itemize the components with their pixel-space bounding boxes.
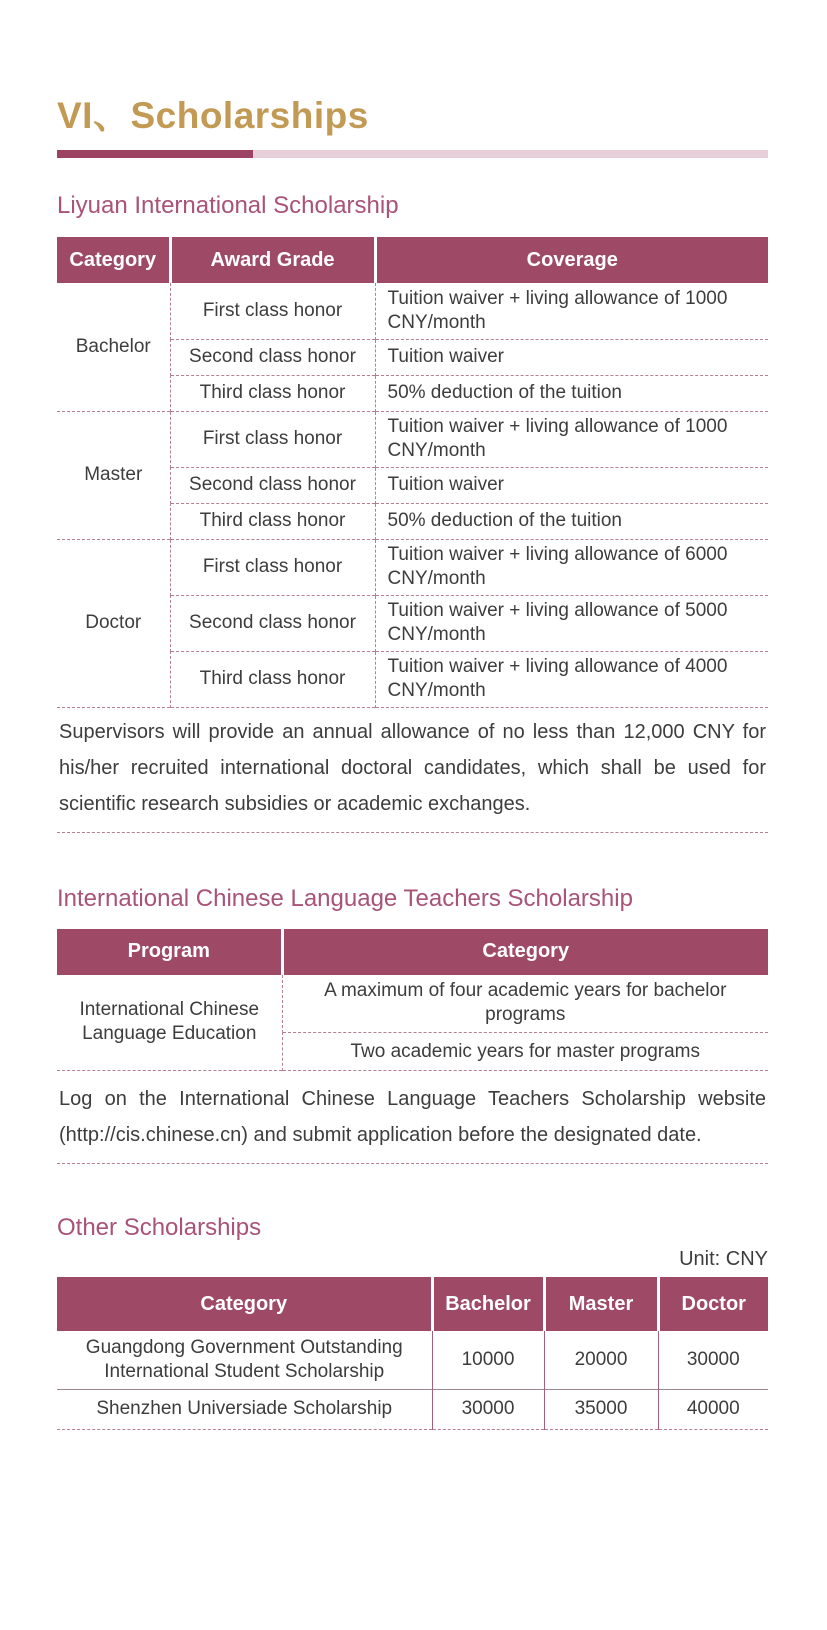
coverage-cell: 50% deduction of the tuition [375, 375, 768, 411]
table-row [57, 1331, 768, 1389]
table-row [57, 1389, 768, 1429]
table-header-row [57, 929, 768, 975]
coverage-cell: Tuition waiver + living allowance of 1000 CNY/month [387, 287, 728, 333]
application-website-note: Log on the International Chinese Language Teachers Scholarship website (http://cis.chinese.cn) and submit application before the designated date. [57, 1071, 768, 1164]
coverage-cell: Tuition waiver + living allowance of 1000 CNY/month [375, 411, 768, 467]
award-grade-cell: First class honor [170, 283, 375, 339]
category-cell-doctor: Doctor [57, 539, 170, 707]
column-header-program: Program [57, 929, 282, 975]
award-grade-cell: Third class honor [170, 375, 375, 411]
doctor-amount-cell: 30000 [658, 1331, 768, 1389]
column-header-category: Category [57, 237, 170, 283]
category-cell-bachelor: Bachelor [57, 283, 170, 411]
category-cell: Two academic years for master programs [282, 1033, 768, 1071]
category-cell-master: Master [57, 411, 170, 539]
program-cell: International Chinese Language Education [57, 975, 282, 1071]
award-grade-cell: Second class honor [170, 339, 375, 375]
award-grade-cell: Second class honor [170, 595, 375, 651]
table-header-row [57, 237, 768, 283]
doctor-amount-cell: 40000 [658, 1389, 768, 1429]
column-header-doctor: Doctor [658, 1277, 768, 1331]
table-row [57, 539, 768, 595]
column-header-bachelor: Bachelor [432, 1277, 544, 1331]
coverage-cell: 50% deduction of the tuition [375, 503, 768, 539]
column-header-master: Master [544, 1277, 658, 1331]
column-header-category: Category [57, 1277, 432, 1331]
title-divider-accent [57, 150, 253, 158]
award-grade-cell: First class honor [170, 539, 375, 595]
award-grade-cell: Third class honor [170, 503, 375, 539]
page-content [57, 95, 768, 1430]
column-header-coverage: Coverage [375, 237, 768, 283]
master-amount-cell: 35000 [544, 1389, 658, 1429]
coverage-cell: Tuition waiver [375, 339, 768, 375]
bachelor-amount-cell: 30000 [432, 1389, 544, 1429]
coverage-cell: Tuition waiver + living allowance of 6000 CNY/month [375, 539, 768, 595]
table-row [57, 975, 768, 1033]
scholarship-name-cell: Guangdong Government Outstanding International Student Scholarship [85, 1336, 403, 1382]
table-header-row [57, 1277, 768, 1331]
section-heading-chinese-teachers: International Chinese Language Teachers Scholarship [57, 884, 633, 912]
page-title: VI、Scholarships [57, 95, 369, 136]
title-divider [57, 150, 768, 158]
award-grade-cell: Third class honor [170, 651, 375, 707]
category-cell: A maximum of four academic years for bachelor programs [324, 980, 727, 1026]
column-header-award-grade: Award Grade [170, 237, 375, 283]
award-grade-cell: First class honor [170, 411, 375, 467]
coverage-cell: Tuition waiver [375, 467, 768, 503]
unit-label: Unit: CNY [679, 1248, 768, 1270]
other-scholarships-table [57, 1277, 768, 1430]
master-amount-cell: 20000 [544, 1331, 658, 1389]
liyuan-scholarship-table [57, 237, 768, 708]
supervisor-allowance-note: Supervisors will provide an annual allowance of no less than 12,000 CNY for his/her recruited international doctoral candidates, which shall be used for scientific research subsidies or academic exchanges. [57, 708, 768, 833]
table-row [57, 283, 768, 339]
bachelor-amount-cell: 10000 [432, 1331, 544, 1389]
column-header-category: Category [282, 929, 768, 975]
table-row [57, 411, 768, 467]
coverage-cell: Tuition waiver + living allowance of 5000 CNY/month [375, 595, 768, 651]
section-heading-other: Other Scholarships [57, 1214, 262, 1241]
section-heading-liyuan: Liyuan International Scholarship [57, 192, 399, 219]
scholarship-name-cell: Shenzhen Universiade Scholarship [57, 1389, 432, 1429]
award-grade-cell: Second class honor [170, 467, 375, 503]
chinese-teachers-scholarship-table [57, 929, 768, 1072]
coverage-cell: Tuition waiver + living allowance of 4000 CNY/month [375, 651, 768, 707]
